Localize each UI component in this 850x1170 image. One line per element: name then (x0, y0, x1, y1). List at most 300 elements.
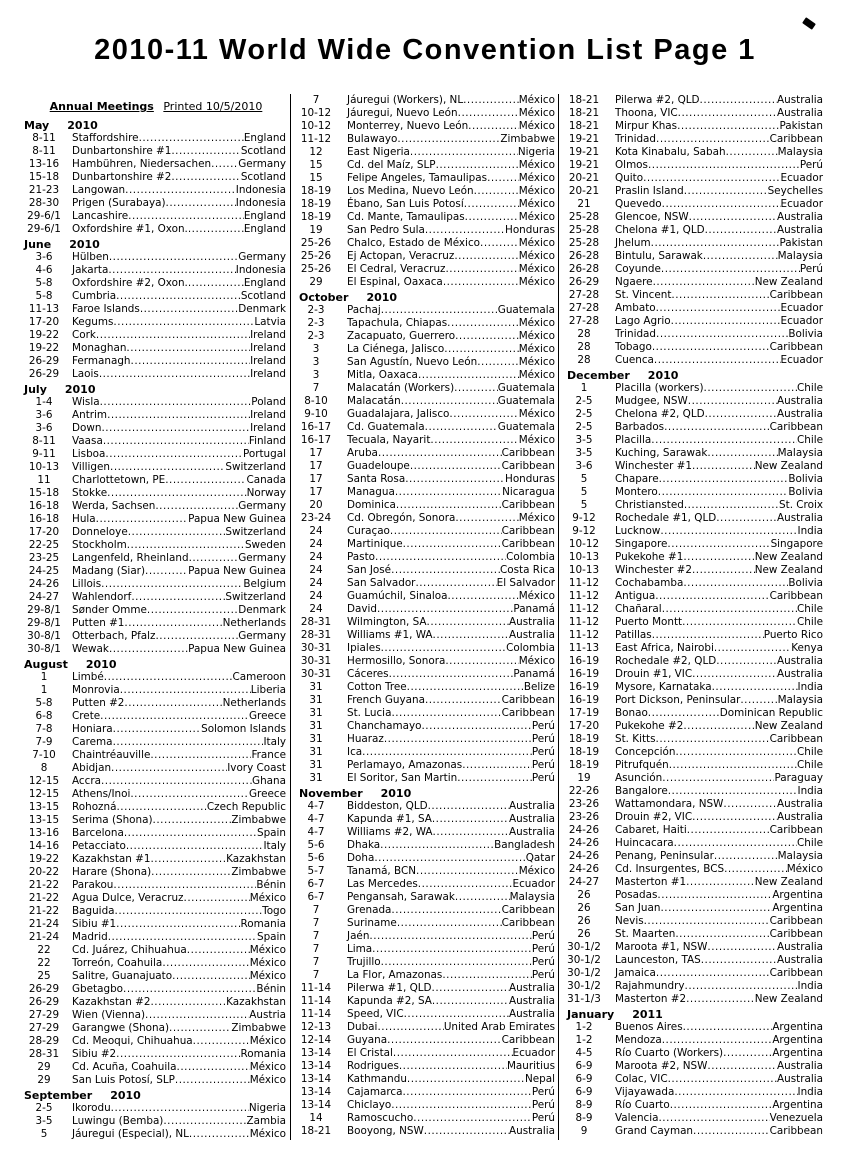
convention-dates: 1-2 (575, 1021, 593, 1033)
convention-country: Malaysia (777, 250, 823, 262)
convention-country: Australia (509, 826, 555, 838)
convention-place: Wisla (72, 396, 100, 408)
dot-leader (418, 369, 519, 382)
convention-country: Chile (796, 382, 823, 394)
dot-leader (425, 224, 505, 237)
convention-country: Latvia (254, 316, 286, 328)
convention-place: Ikorodu (72, 1102, 111, 1114)
convention-row (559, 473, 827, 486)
convention-country: Perú (531, 759, 555, 771)
convention-place: Chelona #1, QLD (615, 224, 705, 236)
convention-dates: 13-16 (28, 158, 60, 170)
dot-leader (211, 158, 238, 171)
convention-row (559, 211, 827, 224)
month-year: 2010 (380, 787, 412, 800)
convention-country: Australia (777, 655, 823, 667)
convention-country: Caribbean (501, 499, 555, 511)
convention-row (22, 552, 290, 565)
convention-place: Tecuala, Nayarit (347, 434, 431, 446)
convention-dates: 7 (312, 904, 320, 916)
convention-place: Vaasa (72, 435, 103, 447)
convention-row (22, 448, 290, 461)
convention-place: Trujillo (347, 956, 381, 968)
convention-row (559, 1021, 827, 1034)
convention-place: Singapore (615, 538, 668, 550)
dot-leader (397, 917, 502, 930)
convention-country: Australia (777, 941, 823, 953)
convention-dates: 16-18 (28, 513, 60, 525)
convention-country: Nepal (524, 1073, 555, 1085)
convention-place: St. Lucia (347, 707, 392, 719)
convention-place: San Luis Potosí, SLP (72, 1074, 175, 1086)
convention-row (291, 525, 559, 538)
dot-leader (127, 539, 245, 552)
convention-place: Chapare (615, 473, 659, 485)
convention-place: Williams #1, WA (347, 629, 433, 641)
convention-place: Tobago (615, 341, 652, 353)
convention-place: Abidjan (72, 762, 112, 774)
convention-row (559, 146, 827, 159)
convention-row (559, 759, 827, 772)
convention-dates: 4-7 (307, 800, 325, 812)
convention-country: Mauritius (506, 1060, 555, 1072)
convention-country: Canada (246, 474, 286, 486)
convention-row (291, 460, 559, 473)
convention-place: Rochedale #1, QLD (615, 512, 717, 524)
convention-country: Caribbean (769, 590, 823, 602)
convention-country: Australia (777, 94, 823, 106)
dot-leader (397, 133, 500, 146)
convention-dates: 11-14 (300, 995, 332, 1007)
convention-dates: 24-27 (28, 591, 60, 603)
convention-place: Monrovia (72, 684, 120, 696)
dot-leader (109, 251, 238, 264)
convention-place: Jaén (347, 930, 370, 942)
convention-row (22, 539, 290, 552)
dot-leader (657, 889, 772, 902)
convention-country: Netherlands (222, 697, 286, 709)
convention-place: Quito (615, 172, 644, 184)
dot-leader (109, 643, 188, 656)
dot-leader (404, 1008, 509, 1021)
convention-place: Pukekohe #1 (615, 551, 684, 563)
convention-row (291, 1047, 559, 1060)
dot-leader (668, 785, 798, 798)
convention-country: Caribbean (769, 341, 823, 353)
convention-place: Cd. del Maíz, SLP (347, 159, 436, 171)
convention-place: Patillas (615, 629, 652, 641)
convention-country: Caribbean (769, 1125, 823, 1137)
dot-leader (415, 577, 496, 590)
dot-leader (162, 957, 249, 970)
convention-dates: 26-28 (568, 263, 600, 275)
convention-row (559, 863, 827, 876)
convention-row (291, 878, 559, 891)
convention-row (291, 224, 559, 237)
convention-row (559, 811, 827, 824)
convention-row (22, 591, 290, 604)
convention-country: New Zealand (754, 276, 823, 288)
convention-row (291, 720, 559, 733)
convention-country: Argentina (772, 902, 823, 914)
convention-dates: 3 (312, 343, 320, 355)
convention-dates: 19-22 (28, 329, 60, 341)
convention-place: Kazakhstan #2 (72, 996, 151, 1008)
convention-row (559, 967, 827, 980)
convention-dates: 13-14 (300, 1099, 332, 1111)
convention-place: East Nigeria (347, 146, 410, 158)
convention-place: Las Mercedes (347, 878, 418, 890)
convention-place: Wien (Vienna) (72, 1009, 146, 1021)
dot-leader (692, 564, 755, 577)
convention-place: Stockholm (72, 539, 127, 551)
convention-row (559, 395, 827, 408)
convention-country: Belize (523, 681, 555, 693)
convention-dates: 7 (312, 382, 320, 394)
convention-country: England (243, 277, 286, 289)
convention-country: New Zealand (754, 551, 823, 563)
dot-leader (660, 525, 797, 538)
convention-row (291, 538, 559, 551)
convention-row (291, 434, 559, 447)
convention-dates: 5-8 (35, 277, 53, 289)
dot-leader (716, 655, 777, 668)
convention-dates: 30-8/1 (27, 643, 61, 655)
convention-dates: 17-20 (568, 720, 600, 732)
convention-row (291, 603, 559, 616)
convention-dates: 5 (580, 473, 588, 485)
convention-place: Harare (Shona) (72, 866, 152, 878)
convention-dates: 24-26 (568, 837, 600, 849)
dot-leader (113, 723, 201, 736)
convention-row (291, 668, 559, 681)
convention-row (22, 487, 290, 500)
convention-place: Williams #2, WA (347, 826, 433, 838)
convention-row (559, 564, 827, 577)
convention-country: Australia (509, 616, 555, 628)
column-2 (290, 94, 559, 1140)
convention-country: Costa Rica (500, 564, 555, 576)
convention-country: Zimbabwe (500, 133, 555, 145)
convention-country: México (518, 356, 555, 368)
convention-row (22, 996, 290, 1009)
convention-dates: 23-24 (300, 512, 332, 524)
convention-row (291, 1060, 559, 1073)
convention-country: Dominican Republic (719, 707, 823, 719)
convention-country: Greece (249, 788, 286, 800)
convention-place: Faroe Islands (72, 303, 140, 315)
dot-leader (474, 185, 519, 198)
convention-row (291, 551, 559, 564)
dot-leader (464, 198, 519, 211)
convention-country: Scotland (240, 145, 286, 157)
convention-dates: 24 (309, 538, 323, 550)
convention-place: Honiara (72, 723, 113, 735)
convention-place: Jhelum (615, 237, 651, 249)
convention-place: Cd. Meoqui, Chihuahua (72, 1035, 193, 1047)
convention-row (22, 866, 290, 879)
convention-row (291, 133, 559, 146)
dot-leader (150, 749, 251, 762)
convention-place: Salitre, Guanajuato (72, 970, 173, 982)
convention-place: Madrid (72, 931, 108, 943)
dot-leader (432, 813, 509, 826)
convention-place: Rajahmundry (615, 980, 685, 992)
convention-dates: 5 (580, 486, 588, 498)
convention-country: Togo (262, 905, 286, 917)
convention-place: Coyunde (615, 263, 661, 275)
convention-country: India (797, 1086, 823, 1098)
dot-leader (156, 630, 239, 643)
convention-dates: 7 (312, 930, 320, 942)
column-3 (558, 94, 827, 1140)
convention-place: El Cedral, Veracruz (347, 263, 446, 275)
convention-row (559, 954, 827, 967)
convention-row (291, 746, 559, 759)
convention-place: Cuenca (615, 354, 654, 366)
convention-place: Mysore, Karnataka (615, 681, 712, 693)
column-1 (22, 98, 290, 1141)
convention-country: Zimbabwe (231, 866, 286, 878)
convention-row (559, 289, 827, 302)
convention-dates: 24-27 (568, 876, 600, 888)
dot-leader (153, 814, 232, 827)
dot-leader (113, 879, 256, 892)
dot-leader (700, 94, 777, 107)
dot-leader (683, 720, 754, 733)
convention-place: Kota Kinabalu, Sabah (615, 146, 726, 158)
dot-leader (455, 512, 518, 525)
convention-row (22, 827, 290, 840)
dot-leader (96, 513, 188, 526)
convention-country: Argentina (772, 1034, 823, 1046)
convention-place: Kazakhstan #1 (72, 853, 151, 865)
dot-leader (171, 171, 240, 184)
dot-leader (692, 460, 755, 473)
convention-dates: 20-21 (568, 172, 600, 184)
convention-row (22, 918, 290, 931)
convention-country: Panamá (513, 668, 555, 680)
convention-place: Cd. Mante, Tamaulipas (347, 211, 465, 223)
convention-dates: 28-30 (28, 197, 60, 209)
dot-leader (418, 878, 513, 891)
convention-row (22, 578, 290, 591)
convention-row (559, 720, 827, 733)
convention-dates: 5 (40, 1128, 48, 1140)
convention-row (22, 905, 290, 918)
convention-place: Bulawayo (347, 133, 398, 145)
convention-country: Bolivia (788, 486, 823, 498)
convention-row (291, 185, 559, 198)
convention-place: Barbados (615, 421, 665, 433)
dot-leader (393, 1047, 513, 1060)
convention-row (559, 276, 827, 289)
convention-place: Maroota #2, NSW (615, 1060, 708, 1072)
convention-place: Zacapuato, Guerrero (347, 330, 456, 342)
convention-country: Portugal (242, 448, 286, 460)
convention-country: Perú (531, 956, 555, 968)
dot-leader (124, 697, 222, 710)
convention-place: Staffordshire (72, 132, 139, 144)
dot-leader (169, 1022, 231, 1035)
convention-place: Malacatán (347, 395, 401, 407)
convention-place: Los Medina, Nuevo León (347, 185, 474, 197)
convention-country: México (249, 892, 286, 904)
convention-place: Curaçao (347, 525, 390, 537)
convention-country: Germany (238, 630, 286, 642)
convention-country: Poland (251, 396, 286, 408)
convention-row (559, 902, 827, 915)
convention-country: Bangladesh (494, 839, 555, 851)
dot-leader (671, 315, 781, 328)
convention-row (559, 434, 827, 447)
convention-dates: 26 (577, 928, 591, 940)
convention-country: Colombia (506, 642, 555, 654)
convention-dates: 9-11 (32, 448, 56, 460)
dot-leader (99, 368, 250, 381)
dot-leader (403, 538, 502, 551)
convention-country: Australia (777, 1060, 823, 1072)
convention-dates: 29-6/1 (27, 210, 61, 222)
dot-leader (113, 736, 264, 749)
convention-row (22, 132, 290, 145)
dot-leader (683, 1021, 773, 1034)
convention-dates: 19 (309, 224, 323, 236)
convention-row (559, 733, 827, 746)
dot-leader (682, 616, 797, 629)
dot-leader (683, 551, 754, 564)
convention-place: East Africa, Nairobi (615, 642, 714, 654)
convention-country: Guatemala (497, 421, 555, 433)
dot-leader (387, 1034, 502, 1047)
convention-place: Mitla, Oaxaca (347, 369, 418, 381)
convention-row (22, 355, 290, 368)
convention-place: Cd. Guatemala (347, 421, 425, 433)
convention-dates: 1 (40, 671, 48, 683)
dot-leader (362, 746, 532, 759)
convention-row (22, 983, 290, 996)
convention-row (291, 172, 559, 185)
convention-dates: 31 (309, 681, 323, 693)
convention-place: Monterrey, Nuevo León (347, 120, 469, 132)
convention-row (559, 980, 827, 993)
dot-leader (447, 317, 519, 330)
convention-row (559, 198, 827, 211)
dot-leader (101, 422, 250, 435)
convention-row (291, 1073, 559, 1086)
convention-row (22, 1035, 290, 1048)
convention-row (291, 629, 559, 642)
convention-row (559, 629, 827, 642)
convention-country: Caribbean (769, 824, 823, 836)
convention-place: Christiansted (615, 499, 684, 511)
convention-dates: 19-22 (28, 342, 60, 354)
dot-leader (692, 668, 777, 681)
dot-leader (675, 928, 769, 941)
convention-country: Caribbean (501, 447, 555, 459)
dot-leader (111, 762, 227, 775)
convention-place: Madang (Siar) (72, 565, 146, 577)
convention-place: Río Cuarto (Workers) (615, 1047, 724, 1059)
dot-leader (100, 710, 249, 723)
dot-leader (378, 447, 502, 460)
convention-row (559, 889, 827, 902)
convention-row (22, 1022, 290, 1035)
convention-row (291, 590, 559, 603)
convention-row (291, 655, 559, 668)
dot-leader (455, 891, 510, 904)
convention-row (22, 630, 290, 643)
convention-row (291, 1034, 559, 1047)
convention-place: Cd. Obregón, Sonora (347, 512, 456, 524)
convention-dates: 3-6 (35, 422, 53, 434)
convention-dates: 14-16 (28, 840, 60, 852)
convention-row (559, 655, 827, 668)
convention-row (559, 328, 827, 341)
convention-dates: 28-31 (28, 1048, 60, 1060)
dot-leader (390, 525, 502, 538)
convention-row (559, 915, 827, 928)
dot-leader (110, 461, 225, 474)
convention-place: Sønder Omme (72, 604, 147, 616)
convention-country: France (251, 749, 286, 761)
convention-country: México (518, 159, 555, 171)
convention-dates: 28 (577, 328, 591, 340)
convention-country: Belgium (243, 578, 286, 590)
convention-row (22, 251, 290, 264)
convention-row (291, 486, 559, 499)
dot-leader (432, 995, 509, 1008)
dot-leader (145, 1009, 249, 1022)
convention-country: Pakistan (779, 237, 823, 249)
convention-place: Praslin Island (615, 185, 684, 197)
convention-dates: 15-18 (28, 171, 60, 183)
convention-row (559, 616, 827, 629)
convention-country: Ivory Coast (227, 762, 286, 774)
convention-country: Honduras (505, 473, 555, 485)
convention-row (291, 356, 559, 369)
dot-leader (115, 905, 263, 918)
convention-dates: 21 (577, 198, 591, 210)
convention-country: Germany (238, 158, 286, 170)
convention-row (22, 422, 290, 435)
convention-row (291, 263, 559, 276)
convention-row (22, 814, 290, 827)
convention-dates: 16-18 (28, 500, 60, 512)
convention-country: Australia (777, 811, 823, 823)
convention-place: Pengansah, Sarawak (347, 891, 455, 903)
convention-country: Caribbean (769, 928, 823, 940)
convention-row (559, 354, 827, 367)
convention-country: Caribbean (501, 538, 555, 550)
convention-country: Romania (240, 918, 286, 930)
dot-leader (430, 434, 518, 447)
convention-row (559, 382, 827, 395)
convention-dates: 24 (309, 590, 323, 602)
convention-row (559, 1034, 827, 1047)
convention-place: Quevedo (615, 198, 662, 210)
convention-row (22, 500, 290, 513)
convention-place: Puerto Montt (615, 616, 683, 628)
dot-leader (714, 642, 791, 655)
convention-place: Santa Rosa (347, 473, 406, 485)
convention-dates: 21-24 (28, 931, 60, 943)
convention-dates: 26-29 (28, 983, 60, 995)
convention-place: Baguida (72, 905, 115, 917)
convention-dates: 26 (577, 902, 591, 914)
convention-dates: 28-29 (28, 1035, 60, 1047)
convention-dates: 7 (312, 969, 320, 981)
